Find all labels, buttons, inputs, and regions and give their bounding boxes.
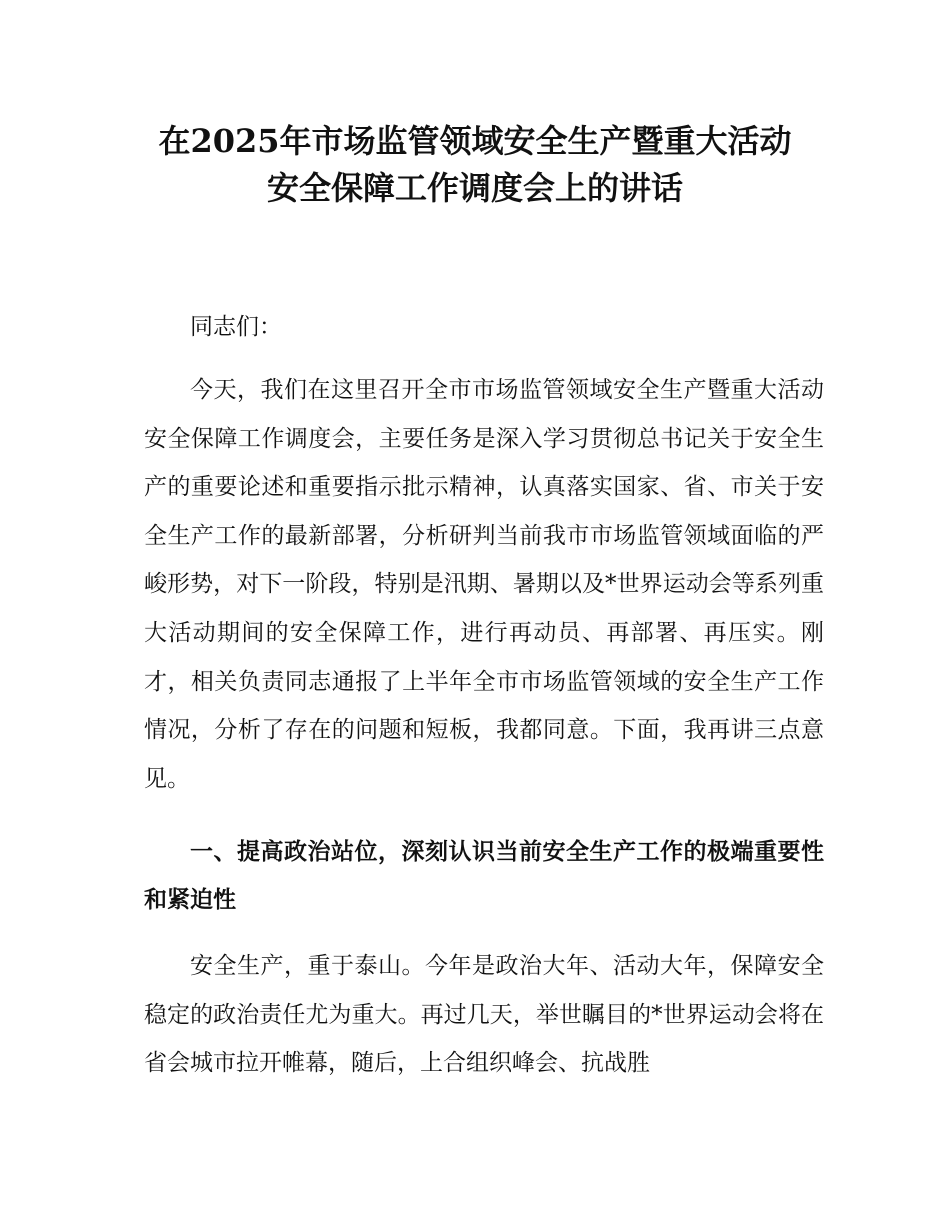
document-title-line-2: 安全保障工作调度会上的讲话	[266, 169, 683, 207]
paragraph-opening: 今天，我们在这里召开全市市场监管领域安全生产暨重大活动安全保障工作调度会，主要任务是深入学习贯彻总书记关于安全生产的重要论述和重要指示批示精神，认真落实国家、省、市关于安全生产工作的最新部署，分析研判当前我市市场监管领域面临的严峻形势，对下一阶段，特别是汛期、暑期以及*世界运动会等系列重大活动期间的安全保障工作，进行再动员、再部署、再压实。刚才，相关负责同志通报了上半年全市市场监管领域的安全生产工作情况，分析了存在的问题和短板，我都同意。下面，我再讲三点意见。	[144, 377, 824, 792]
paragraph-section-1: 安全生产，重于泰山。今年是政治大年、活动大年，保障安全稳定的政治责任尤为重大。再过几天，举世瞩目的*世界运动会将在省会城市拉开帷幕，随后，上合组织峰会、抗战胜	[144, 953, 824, 1077]
section-heading-1: 一、提高政治站位，深刻认识当前安全生产工作的极端重要性和紧迫性	[144, 839, 824, 913]
salutation: 同志们：	[190, 314, 282, 340]
document-title-line-1: 在2025年市场监管领域安全生产暨重大活动	[158, 122, 792, 160]
